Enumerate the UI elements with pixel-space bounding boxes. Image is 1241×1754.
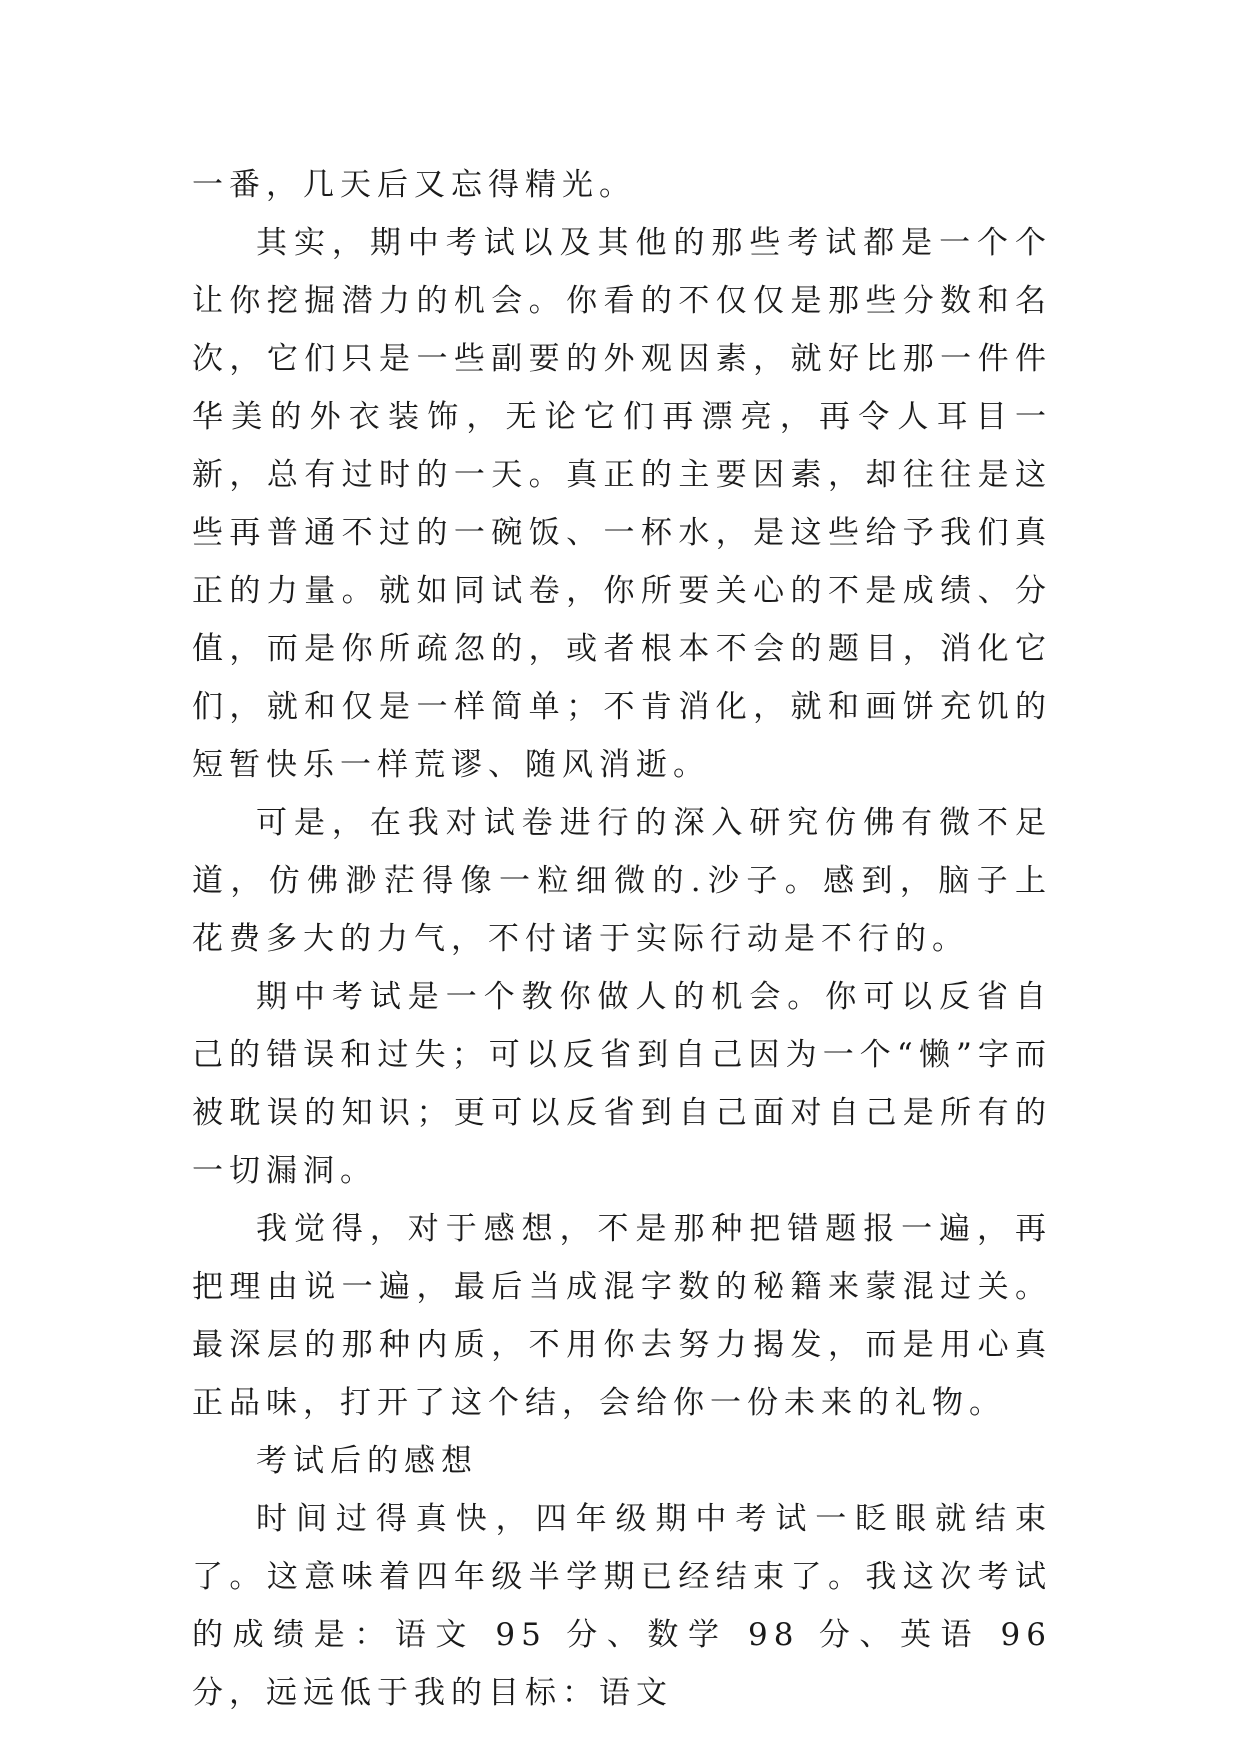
paragraph: 可是，在我对试卷进行的深入研究仿佛有微不足道，仿佛渺茫得像一粒细微的.沙子。感到，脑子上花费多大的力气，不付诸于实际行动是不行的。 [192, 805, 1052, 957]
paragraph: 时间过得真快，四年级期中考试一眨眼就结束了。这意味着四年级半学期已经结束了。我这次考试的成绩是：语文 95 分、数学 98 分、英语 96 分，远远低于我的目标：语文 [192, 1501, 1052, 1711]
paragraph-continuation: 一番，几天后又忘得精光。 [192, 167, 636, 203]
section-heading: 考试后的感想 [256, 1443, 478, 1479]
paragraph: 期中考试是一个教你做人的机会。你可以反省自己的错误和过失；可以反省到自己因为一个“懒”字而被耽误的知识；更可以反省到自己面对自己是所有的一切漏洞。 [192, 979, 1052, 1189]
paragraph: 我觉得，对于感想，不是那种把错题报一遍，再把理由说一遍，最后当成混字数的秘籍来蒙混过关。最深层的那种内质，不用你去努力揭发，而是用心真正品味，打开了这个结，会给你一份未来的礼物。 [192, 1211, 1052, 1421]
document-body [192, 156, 1052, 1722]
paragraph: 其实，期中考试以及其他的那些考试都是一个个让你挖掘潜力的机会。你看的不仅仅是那些分数和名次，它们只是一些副要的外观因素，就好比那一件件华美的外衣装饰，无论它们再漂亮，再令人耳目一新，总有过时的一天。真正的主要因素，却往往是这些再普通不过的一碗饭、一杯水，是这些给予我们真正的力量。就如同试卷，你所要关心的不是成绩、分值，而是你所疏忽的，或者根本不会的题目，消化它们，就和仅是一样简单；不肯消化，就和画饼充饥的短暂快乐一样荒谬、随风消逝。 [192, 225, 1052, 783]
